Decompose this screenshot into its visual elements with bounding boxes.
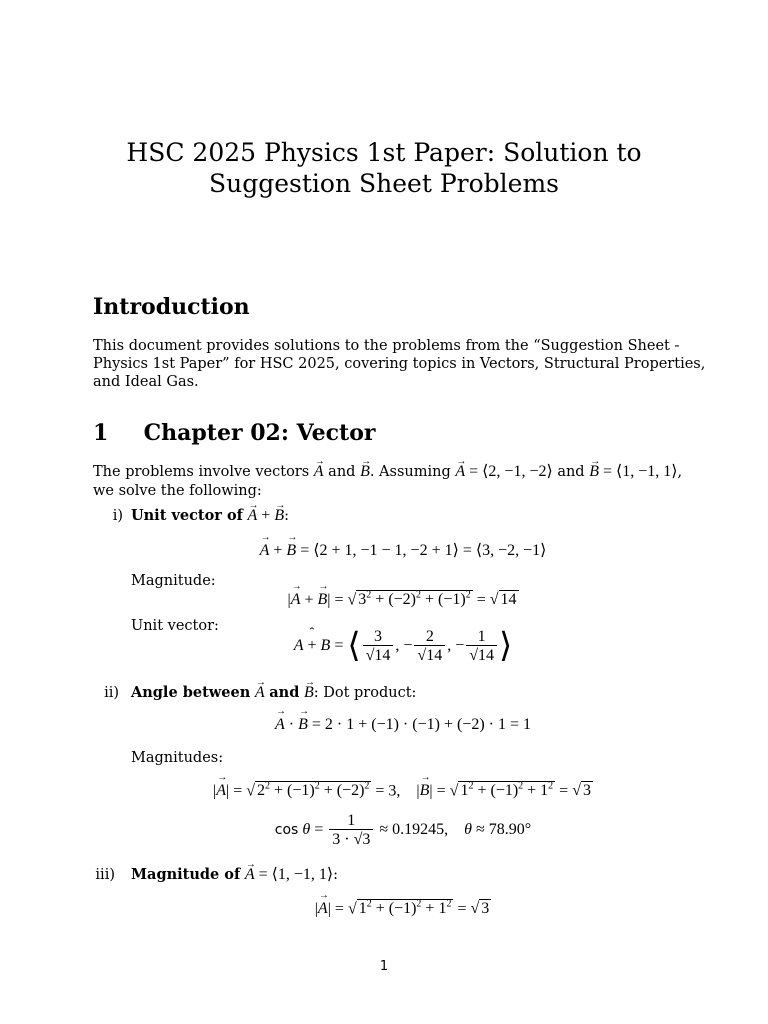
item-label: iii) (95, 867, 115, 883)
equation-angle: cos θ = $\frac{1}{3 \cdot √3}$ ≈ 0.19245, θ ≈ 78.90° (274, 812, 532, 848)
equation-magnitude-a: |→ A| = √ $1^2 + (-1)^2 + 1^2$ = √ 3 (0, 899, 768, 918)
item-label: i) (112, 508, 123, 524)
equation-magnitudes: |→ A| = √ $2^2 + (-1)^2 + (-2)^2 = 3$, |→ B| = √ $1^2 + (-1)^2 + 1^2$ = √ 3 (0, 781, 768, 800)
section-number: 1 (93, 420, 109, 446)
magnitudes-label: Magnitudes: (131, 750, 224, 766)
intro-line: and Ideal Gas. (93, 374, 199, 390)
magnitude-label: Magnitude: (131, 573, 216, 589)
lead-paragraph: The problems involve vectors → A and → B. Assuming → A = ⟨2, −1, −2⟩ and → B = ⟨1, −1, 1⟩, (93, 463, 682, 481)
equation-dot-product: → A · → B = 2 · 1 + (−1) · (−1) + (−2) · 1 = 1 (0, 716, 768, 734)
introduction-heading: Introduction (93, 294, 250, 320)
list-item-ii: ii) Angle between → A and → B: Dot product: (93, 684, 693, 704)
equation-unit-vector: A ˆ + B = ⟨ $\frac{3}{√14}$ , − $\frac{2}{√14}$ , − $\frac{1}{√14}$ ⟩ (0, 628, 768, 665)
lead-line-2: we solve the following: (93, 483, 262, 499)
document-title-line-1: HSC 2025 Physics 1st Paper: Solution to (126, 138, 642, 167)
item-label: ii) (104, 685, 119, 701)
page-number: 1 (379, 959, 389, 974)
document-title-line-2: Suggestion Sheet Problems (209, 169, 559, 198)
intro-line: Physics 1st Paper” for HSC 2025, covering topics in Vectors, Structural Properties, (93, 356, 706, 372)
list-item-iii: iii) Magnitude of → A = ⟨1, −1, 1⟩: (93, 866, 693, 886)
section-heading (93, 420, 375, 446)
equation-magnitude-sum: |→ A + → B| = √ $3^2 + (-2)^2 + (-1)^2$ = √ 14 (0, 590, 768, 609)
unit-vector-label: Unit vector: (131, 618, 219, 634)
introduction-paragraph (93, 337, 705, 391)
equation-sum: → A + → B = ⟨2 + 1, −1 − 1, −2 + 1⟩ = ⟨3, −2, −1⟩ (0, 540, 768, 560)
intro-line: This document provides solutions to the problems from the “Suggestion Sheet - (93, 338, 680, 354)
section-title: Chapter 02: Vector (143, 420, 376, 446)
